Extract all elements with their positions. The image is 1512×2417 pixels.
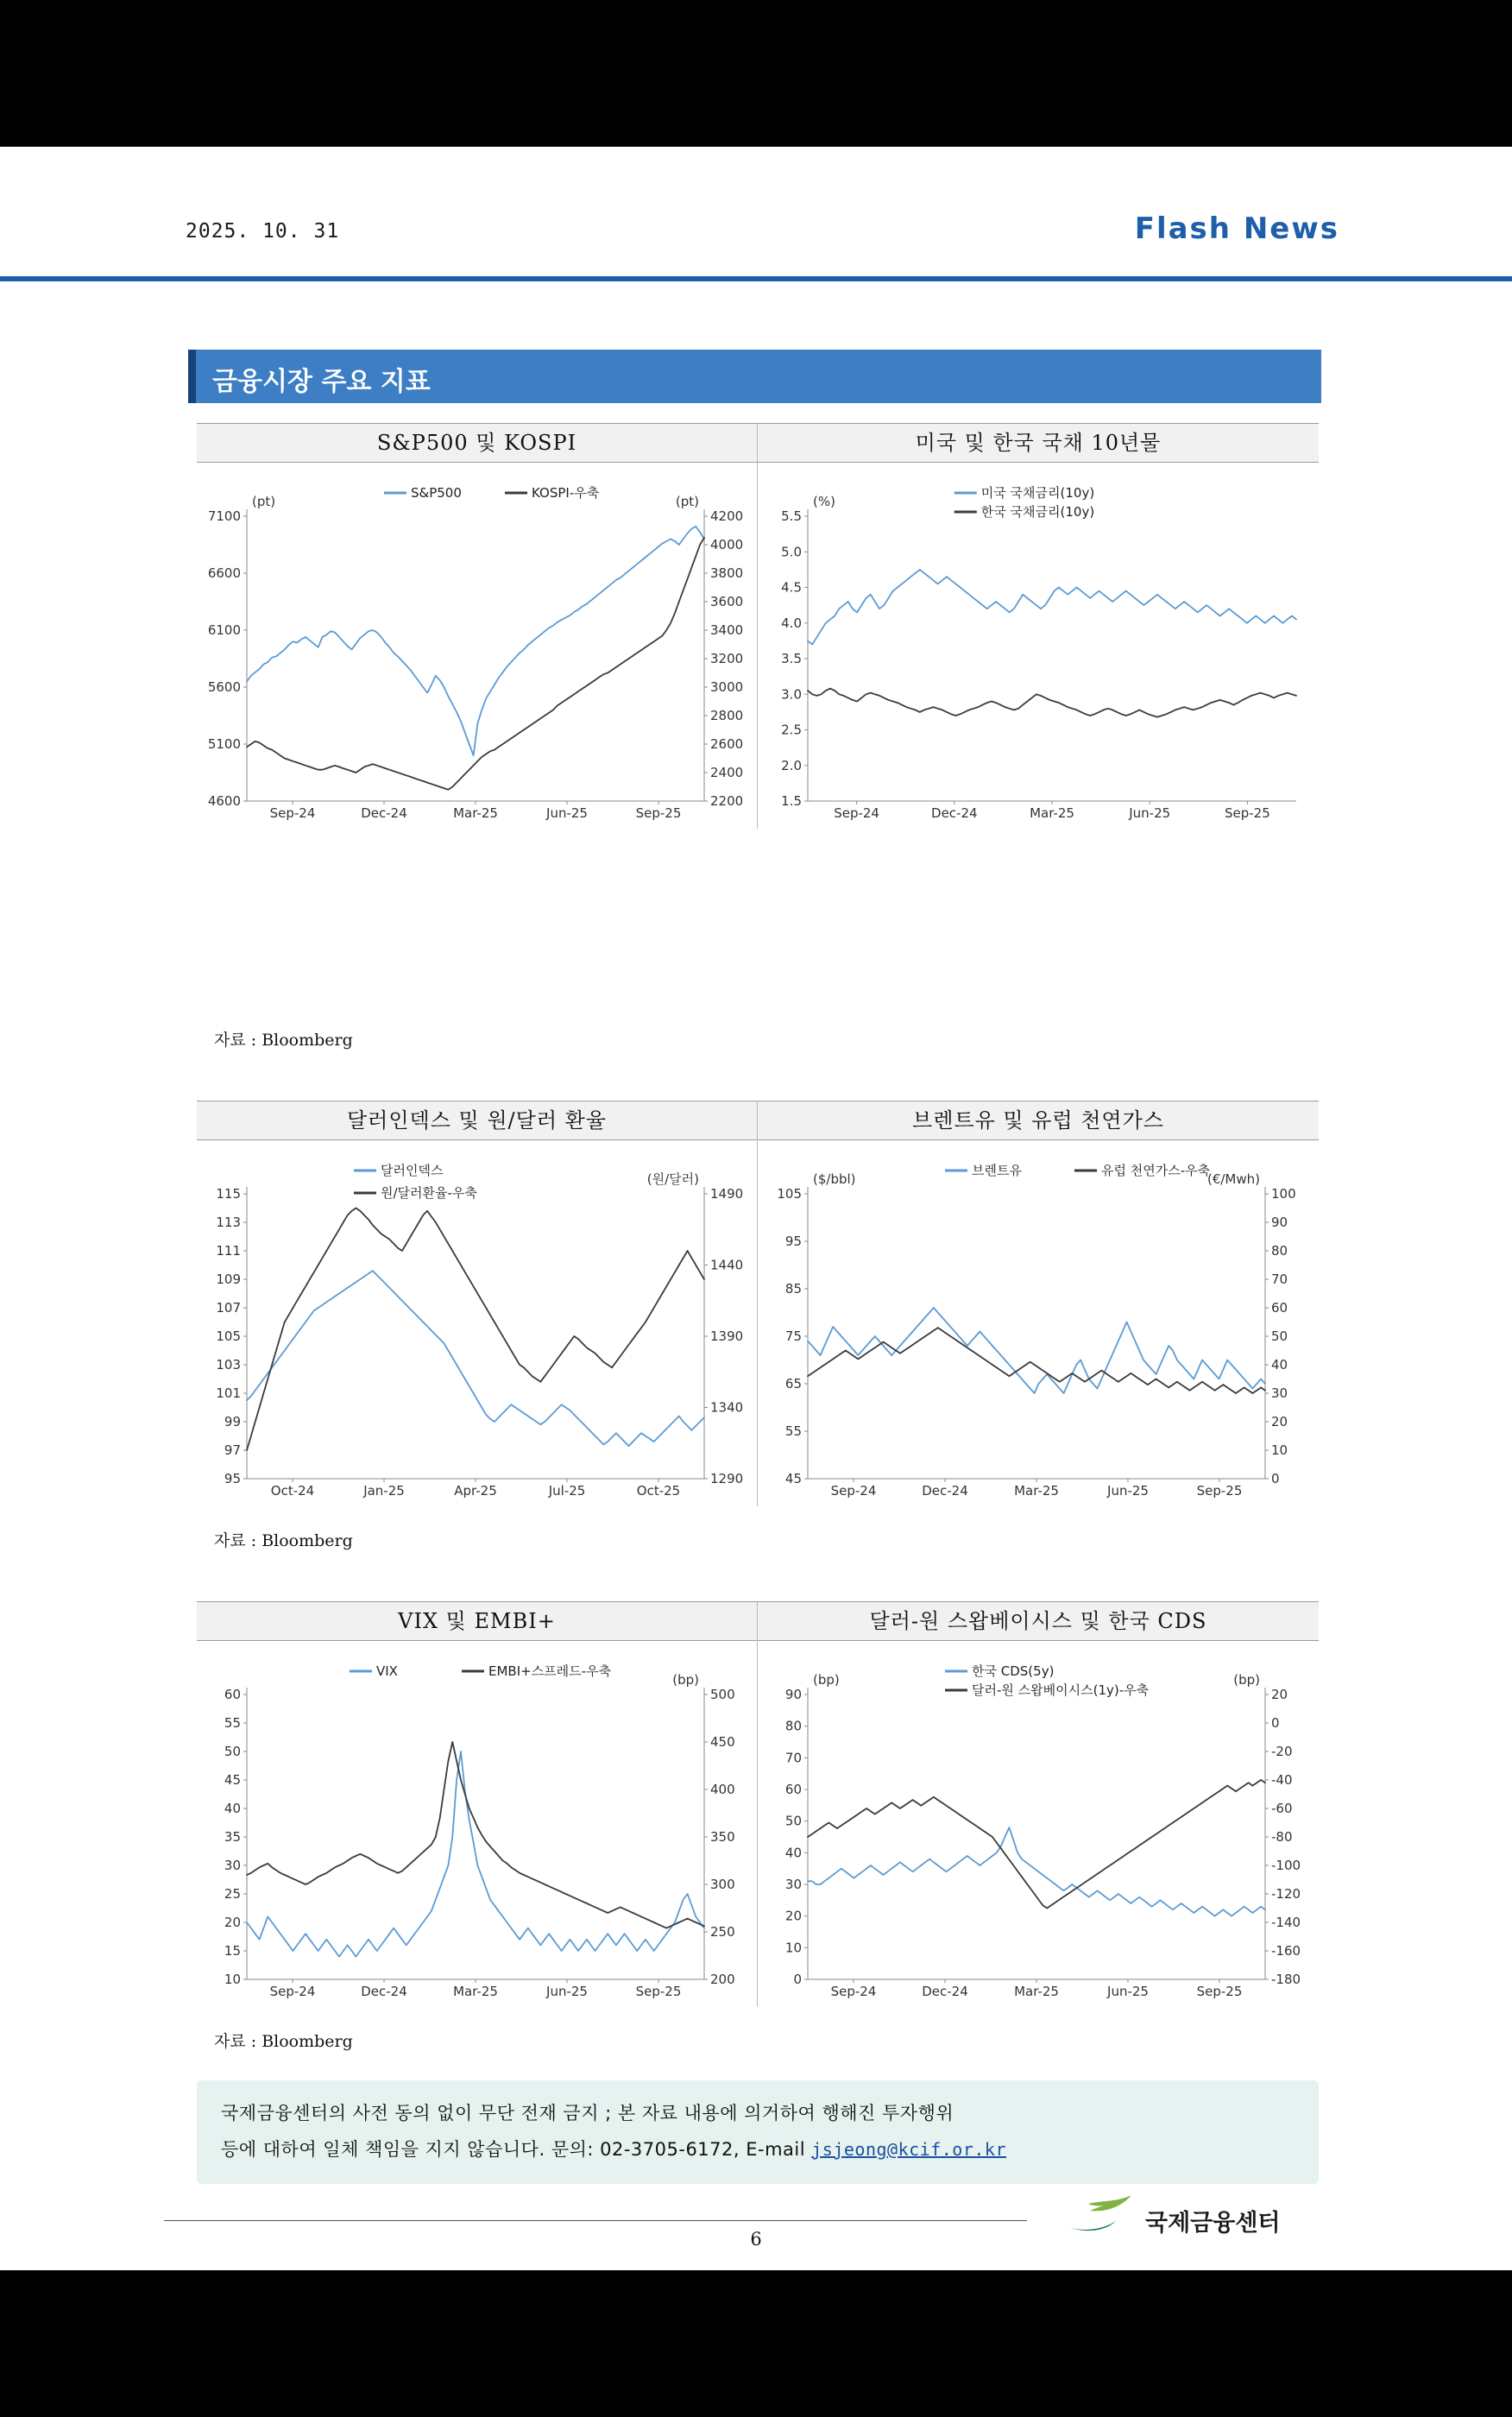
y-axis-tick-left: 2.0: [781, 757, 802, 773]
y-axis-tick-left: 20: [784, 1908, 802, 1924]
y-axis-tick-left: 3.0: [781, 686, 802, 703]
chart-panel-vix-embi: [197, 1601, 758, 2007]
organization-logo: [1059, 2188, 1335, 2249]
kcif-mark-icon: [1059, 2188, 1141, 2242]
y-axis-tick-left: 30: [784, 1877, 802, 1892]
y-axis-tick-right: 1390: [710, 1328, 744, 1344]
y-axis-tick-left: 97: [224, 1442, 241, 1458]
x-axis-tick: Dec-24: [931, 805, 978, 821]
y-axis-tick-right: 90: [1271, 1215, 1288, 1230]
y-axis-tick-left: 4.0: [781, 615, 802, 631]
y-axis-tick-right: 4200: [710, 508, 744, 524]
chart-series-line: [808, 1780, 1265, 1909]
x-axis-tick: Sep-24: [830, 1483, 877, 1499]
y-axis-tick-left: 6100: [207, 622, 241, 638]
chart-legend-item: 달러인덱스: [381, 1163, 444, 1178]
x-axis-tick: Jun-25: [546, 805, 588, 821]
y-axis-tick-right: 70: [1271, 1272, 1288, 1287]
disclaimer-box: [197, 2080, 1319, 2184]
y-axis-tick-right: 1290: [710, 1471, 744, 1486]
y-axis-tick-right: 3400: [710, 622, 744, 638]
chart-panel-dxy-usdkrw: [197, 1101, 758, 1506]
x-axis-tick: Jan-25: [363, 1483, 405, 1499]
y-axis-tick-left: 55: [224, 1715, 241, 1731]
chart-series-line: [808, 1827, 1265, 1916]
y-axis-tick-left: 75: [784, 1328, 802, 1344]
y-axis-tick-left: 101: [216, 1385, 241, 1401]
y-axis-tick-left: 10: [784, 1940, 802, 1956]
header-title: Flash News: [1134, 211, 1339, 246]
header-divider: [0, 276, 1512, 281]
right-axis-unit: (bp): [672, 1672, 699, 1688]
y-axis-tick-right: -100: [1271, 1858, 1301, 1873]
y-axis-tick-right: 500: [710, 1687, 735, 1702]
y-axis-tick-left: 70: [784, 1750, 802, 1766]
y-axis-tick-left: 60: [224, 1687, 241, 1702]
right-axis-unit: (원/달러): [646, 1171, 699, 1187]
chart-title: 달러인덱스 및 원/달러 환율: [197, 1101, 757, 1140]
chart-series-line: [247, 1751, 704, 1957]
y-axis-tick-left: 10: [224, 1972, 241, 1987]
chart-svg: [197, 1641, 758, 2009]
chart-title: VIX 및 EMBI+: [197, 1601, 757, 1641]
y-axis-tick-right: 200: [710, 1972, 735, 1987]
section-accent: [188, 350, 196, 403]
chart-svg: [758, 1140, 1319, 1508]
y-axis-tick-left: 107: [216, 1300, 241, 1316]
y-axis-tick-right: 3800: [710, 565, 744, 581]
y-axis-tick-left: 4600: [207, 793, 241, 809]
page-number: 6: [750, 2229, 762, 2250]
y-axis-tick-right: 100: [1271, 1186, 1296, 1202]
disclaimer-line-2: [221, 2136, 1006, 2161]
chart-series-line: [247, 538, 704, 790]
y-axis-tick-right: 400: [710, 1782, 735, 1797]
y-axis-tick-right: 2400: [710, 765, 744, 780]
y-axis-tick-left: 6600: [207, 565, 241, 581]
y-axis-tick-left: 5600: [207, 679, 241, 695]
y-axis-tick-left: 90: [784, 1687, 802, 1702]
y-axis-tick-right: -40: [1271, 1772, 1293, 1788]
y-axis-tick-right: -160: [1271, 1943, 1301, 1959]
x-axis-tick: Sep-25: [1196, 1483, 1243, 1499]
y-axis-tick-left: 1.5: [781, 793, 802, 809]
y-axis-tick-left: 99: [224, 1414, 241, 1429]
chart-panel-swap-cds: [758, 1601, 1319, 2007]
y-axis-tick-right: -60: [1271, 1801, 1293, 1816]
y-axis-tick-left: 20: [224, 1915, 241, 1930]
y-axis-tick-right: 300: [710, 1877, 735, 1892]
y-axis-tick-left: 105: [216, 1328, 241, 1344]
x-axis-tick: Dec-24: [922, 1984, 968, 1999]
chart-legend-item: VIX: [376, 1663, 398, 1679]
x-axis-tick: Jul-25: [548, 1483, 586, 1499]
y-axis-tick-right: 350: [710, 1829, 735, 1845]
y-axis-tick-right: 3600: [710, 594, 744, 609]
y-axis-tick-right: 20: [1271, 1414, 1288, 1429]
y-axis-tick-right: 2600: [710, 736, 744, 752]
chart-title: 달러-원 스왑베이시스 및 한국 CDS: [758, 1601, 1319, 1641]
y-axis-tick-left: 115: [216, 1186, 241, 1202]
chart-svg: [758, 1641, 1319, 2009]
y-axis-tick-right: 450: [710, 1734, 735, 1750]
source-label-2: 자료 : Bloomberg: [214, 1531, 353, 1550]
y-axis-tick-right: 2800: [710, 708, 744, 723]
x-axis-tick: Jun-25: [1129, 805, 1171, 821]
x-axis-tick: Dec-24: [361, 1984, 407, 1999]
y-axis-tick-left: 60: [784, 1782, 802, 1797]
y-axis-tick-left: 111: [216, 1243, 241, 1259]
y-axis-tick-right: 3000: [710, 679, 744, 695]
chart-legend-item: 한국 국채금리(10y): [980, 504, 1095, 520]
chart-row-1: [197, 423, 1319, 829]
chart-plot-dxy-usdkrw: [197, 1140, 757, 1508]
chart-panel-ust-kor-10y: [758, 423, 1319, 829]
y-axis-tick-left: 50: [784, 1813, 802, 1829]
chart-legend-item: S&P500: [411, 485, 462, 501]
chart-plot-vix-embi: [197, 1641, 757, 2009]
y-axis-tick-left: 4.5: [781, 579, 802, 596]
page-header: [0, 147, 1512, 250]
y-axis-tick-right: 0: [1271, 1471, 1280, 1486]
x-axis-tick: Dec-24: [361, 805, 407, 821]
source-label-3: 자료 : Bloomberg: [214, 2032, 353, 2051]
y-axis-tick-left: 30: [224, 1858, 241, 1873]
chart-plot-sp500-kospi: [197, 463, 757, 830]
document-page: [0, 147, 1512, 2270]
left-axis-unit: (pt): [252, 494, 276, 509]
chart-title: 브렌트유 및 유럽 천연가스: [758, 1101, 1319, 1140]
y-axis-tick-right: -80: [1271, 1829, 1293, 1845]
y-axis-tick-left: 15: [224, 1943, 241, 1959]
x-axis-tick: Sep-25: [635, 1984, 682, 1999]
y-axis-tick-right: 4000: [710, 537, 744, 552]
y-axis-tick-right: 80: [1271, 1243, 1288, 1259]
disclaimer-line-1: 국제금융센터의 사전 동의 없이 무단 전재 금지 ; 본 자료 내용에 의거하여 행해진 투자행위: [221, 2103, 954, 2124]
y-axis-tick-left: 35: [224, 1829, 241, 1845]
chart-series-line: [247, 1208, 704, 1451]
y-axis-tick-right: 3200: [710, 651, 744, 666]
chart-series-line: [808, 1308, 1265, 1393]
section-title-label: 금융시장 주요 지표: [212, 367, 431, 397]
chart-legend-item: 한국 CDS(5y): [972, 1663, 1055, 1679]
right-axis-unit: (bp): [1233, 1672, 1260, 1688]
chart-legend-item: 미국 국채금리(10y): [980, 485, 1095, 501]
y-axis-tick-left: 80: [784, 1718, 802, 1734]
chart-plot-ust-kor-10y: [758, 463, 1319, 830]
y-axis-tick-right: 1490: [710, 1186, 744, 1202]
chart-legend-item: KOSPI-우축: [532, 485, 600, 501]
y-axis-tick-left: 0: [793, 1972, 802, 1987]
x-axis-tick: Sep-25: [1225, 805, 1270, 821]
y-axis-tick-left: 113: [216, 1215, 241, 1230]
chart-series-line: [808, 570, 1296, 645]
chart-series-line: [247, 1271, 704, 1446]
chart-title: S&P500 및 KOSPI: [197, 423, 757, 463]
chart-panel-brent-ttf: [758, 1101, 1319, 1506]
section-title-bar: [188, 350, 1321, 403]
chart-series-line: [808, 689, 1296, 717]
x-axis-tick: Mar-25: [1014, 1483, 1059, 1499]
y-axis-tick-right: 0: [1271, 1715, 1280, 1731]
x-axis-tick: Apr-25: [454, 1483, 497, 1499]
y-axis-tick-left: 103: [216, 1357, 241, 1373]
chart-series-line: [247, 527, 704, 755]
chart-plot-brent-ttf: [758, 1140, 1319, 1508]
x-axis-tick: Sep-25: [635, 805, 682, 821]
x-axis-tick: Mar-25: [1030, 805, 1074, 821]
x-axis-tick: Oct-24: [270, 1483, 315, 1499]
y-axis-tick-left: 45: [224, 1772, 241, 1788]
disclaimer-line-2-text: 등에 대하여 일체 책임을 지지 않습니다. 문의: 02-3705-6172, E-mail: [221, 2139, 812, 2160]
x-axis-tick: Mar-25: [453, 805, 498, 821]
x-axis-tick: Mar-25: [1014, 1984, 1059, 1999]
y-axis-tick-right: 40: [1271, 1357, 1288, 1373]
x-axis-tick: Sep-24: [269, 1984, 316, 1999]
left-axis-unit: (bp): [813, 1672, 840, 1688]
x-axis-tick: Dec-24: [922, 1483, 968, 1499]
y-axis-tick-left: 40: [784, 1845, 802, 1861]
y-axis-tick-right: 250: [710, 1924, 735, 1940]
y-axis-tick-left: 5.5: [781, 508, 802, 524]
y-axis-tick-right: -120: [1271, 1886, 1301, 1902]
y-axis-tick-right: 1440: [710, 1257, 744, 1273]
chart-legend-item: 브렌트유: [972, 1163, 1022, 1178]
source-label-1: 자료 : Bloomberg: [214, 1031, 353, 1050]
chart-legend-item: 원/달러환율-우축: [381, 1185, 477, 1201]
left-axis-unit: (%): [813, 494, 835, 509]
x-axis-tick: Mar-25: [453, 1984, 498, 1999]
x-axis-tick: Jun-25: [1107, 1984, 1149, 1999]
y-axis-tick-left: 40: [224, 1801, 241, 1816]
header-date: 2025. 10. 31: [186, 220, 340, 243]
chart-svg: [197, 1140, 758, 1508]
right-axis-unit: (pt): [675, 494, 699, 509]
y-axis-tick-right: 60: [1271, 1300, 1288, 1316]
y-axis-tick-left: 50: [224, 1744, 241, 1759]
y-axis-tick-right: -180: [1271, 1972, 1301, 1987]
x-axis-tick: Jun-25: [546, 1984, 588, 1999]
y-axis-tick-left: 2.5: [781, 722, 802, 738]
chart-svg: [197, 463, 758, 830]
y-axis-tick-right: 50: [1271, 1328, 1288, 1344]
y-axis-tick-left: 5.0: [781, 544, 802, 560]
y-axis-tick-left: 55: [784, 1423, 802, 1439]
chart-svg: [758, 463, 1319, 830]
y-axis-tick-right: 1340: [710, 1399, 744, 1416]
chart-panel-sp500-kospi: [197, 423, 758, 829]
y-axis-tick-left: 7100: [207, 508, 241, 524]
y-axis-tick-right: -140: [1271, 1915, 1301, 1930]
y-axis-tick-left: 105: [777, 1186, 802, 1202]
chart-series-line: [247, 1742, 704, 1928]
chart-legend-item: 유럽 천연가스-우축: [1101, 1163, 1211, 1178]
y-axis-tick-left: 85: [784, 1281, 802, 1297]
y-axis-tick-right: 30: [1271, 1385, 1288, 1401]
chart-row-2: [197, 1101, 1319, 1506]
left-axis-unit: ($/bbl): [813, 1171, 856, 1187]
y-axis-tick-left: 45: [784, 1471, 802, 1486]
chart-title: 미국 및 한국 국채 10년물: [758, 423, 1319, 463]
x-axis-tick: Sep-24: [830, 1984, 877, 1999]
y-axis-tick-left: 3.5: [781, 651, 802, 666]
contact-email-link[interactable]: jsjeong@kcif.or.kr: [811, 2139, 1007, 2160]
y-axis-tick-right: -20: [1271, 1744, 1293, 1759]
right-axis-unit: (€/Mwh): [1206, 1171, 1260, 1187]
y-axis-tick-left: 25: [224, 1886, 241, 1902]
y-axis-tick-left: 95: [224, 1471, 241, 1486]
y-axis-tick-left: 5100: [207, 736, 241, 752]
x-axis-tick: Jun-25: [1107, 1483, 1149, 1499]
x-axis-tick: Sep-25: [1196, 1984, 1243, 1999]
footer-divider: [164, 2220, 1027, 2221]
y-axis-tick-left: 109: [216, 1272, 241, 1287]
y-axis-tick-left: 65: [784, 1376, 802, 1392]
x-axis-tick: Oct-25: [636, 1483, 681, 1499]
chart-row-3: [197, 1601, 1319, 2007]
y-axis-tick-right: 2200: [710, 793, 744, 809]
x-axis-tick: Sep-24: [834, 805, 879, 821]
x-axis-tick: Sep-24: [269, 805, 316, 821]
chart-legend-item: 달러-원 스왑베이시스(1y)-우축: [972, 1682, 1150, 1698]
organization-name: 국제금융센터: [1145, 2210, 1281, 2237]
y-axis-tick-right: 10: [1271, 1442, 1288, 1458]
y-axis-tick-right: 20: [1271, 1687, 1288, 1702]
chart-legend-item: EMBI+스프레드-우축: [488, 1663, 612, 1679]
y-axis-tick-left: 95: [784, 1234, 802, 1249]
chart-plot-swap-cds: [758, 1641, 1319, 2009]
